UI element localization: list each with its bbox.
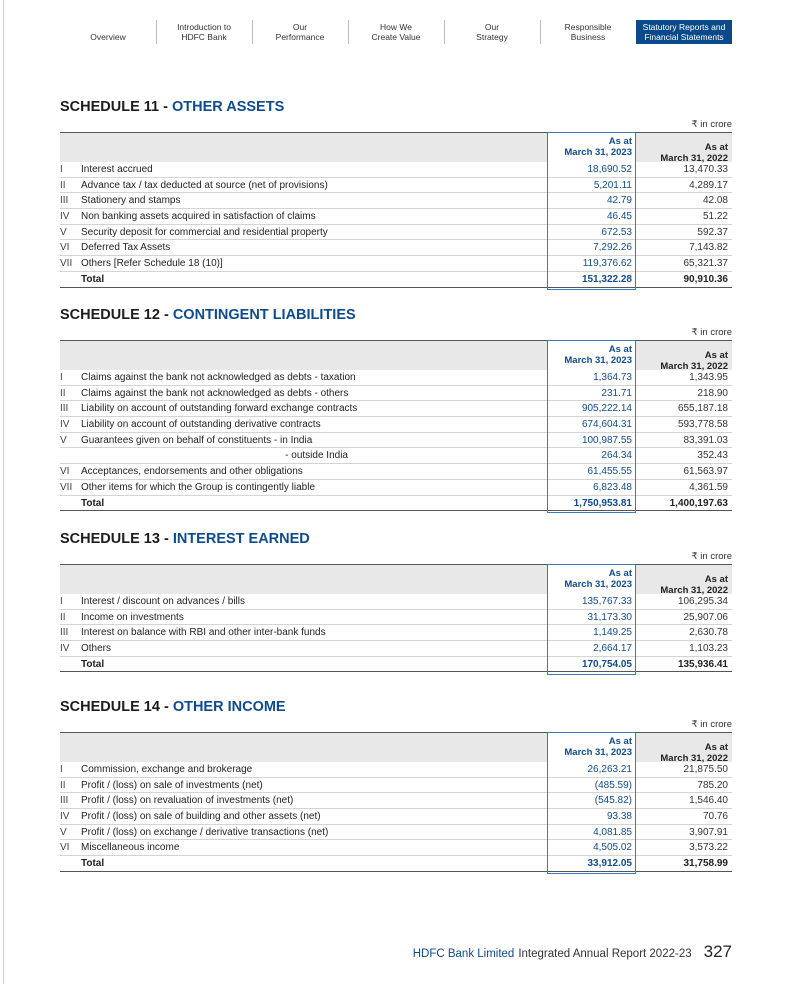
row-number: III <box>60 627 69 639</box>
total-row <box>60 657 732 673</box>
table-header <box>60 132 732 162</box>
row-number: VII <box>60 258 73 270</box>
tab-label: Our Strategy <box>476 22 508 42</box>
value-2022: 21,875.50 <box>683 764 728 775</box>
total-2023: 33,912.05 <box>587 858 632 870</box>
schedule-heading: CONTINGENT LIABILITIES <box>172 307 356 323</box>
row-number: I <box>60 596 63 607</box>
table-row <box>60 480 732 496</box>
total-label: Total <box>81 273 105 285</box>
schedule-section <box>60 698 732 872</box>
schedule-heading: INTEREST EARNED <box>172 531 310 547</box>
tab-overview[interactable] <box>60 20 156 44</box>
value-2023: 135,767.33 <box>581 596 632 607</box>
column-header-2023 <box>547 341 636 371</box>
value-2022: 70.76 <box>702 811 728 823</box>
table-row <box>60 256 732 272</box>
row-label: Deferred Tax Assets <box>81 242 171 254</box>
total-2023: 1,750,953.81 <box>573 497 632 509</box>
header-date: March 31, 2022 <box>660 753 728 764</box>
schedule-section <box>60 98 732 288</box>
value-2022: 592.37 <box>697 226 728 238</box>
value-2023: 5,201.11 <box>593 179 632 191</box>
value-2022: 51.22 <box>702 211 728 223</box>
row-number: IV <box>60 211 70 223</box>
table-row <box>60 178 732 194</box>
row-label: Guarantees given on behalf of constituents - in India <box>81 434 313 446</box>
row-label: Claims against the bank not acknowledged as debts - taxation <box>81 372 356 383</box>
tab-label: Responsible Business <box>564 22 612 42</box>
header-as-at: As at <box>608 344 632 355</box>
schedule-title <box>60 698 732 716</box>
table-row <box>60 162 732 178</box>
value-2023: 4,505.02 <box>593 842 632 854</box>
value-2023: 26,263.21 <box>587 764 632 775</box>
total-label: Total <box>81 858 105 870</box>
row-label: Income on investments <box>81 611 184 623</box>
value-2022: 4,289.17 <box>689 179 728 191</box>
tab-strategy[interactable] <box>444 20 540 44</box>
table-row <box>60 809 732 825</box>
value-2023: 2,664.17 <box>593 643 632 655</box>
section-nav <box>60 20 732 44</box>
column-header-2023 <box>547 133 636 163</box>
row-label: Interest on balance with RBI and other inter-bank funds <box>81 627 326 639</box>
table-row <box>60 386 732 402</box>
row-number: III <box>60 403 69 415</box>
header-date: March 31, 2022 <box>660 585 728 596</box>
value-2023: 7,292.26 <box>593 242 632 254</box>
header-date: March 31, 2022 <box>660 361 728 372</box>
row-label: Other items for which the Group is contingently liable <box>81 481 315 493</box>
value-2022: 655,187.18 <box>677 403 728 415</box>
header-as-at: As at <box>608 136 632 147</box>
row-number: V <box>60 226 67 238</box>
column-header-2022 <box>640 733 732 763</box>
row-label: Others [Refer Schedule 18 (10)] <box>81 258 223 270</box>
value-2022: 106,295.34 <box>677 596 728 607</box>
row-number: VI <box>60 842 70 854</box>
row-label: Interest / discount on advances / bills <box>81 596 245 607</box>
tab-create-value[interactable] <box>348 20 444 44</box>
value-2022: 83,391.03 <box>683 434 728 446</box>
footer-report-title: Integrated Annual Report 2022-23 <box>518 948 692 960</box>
schedule-title <box>60 530 732 548</box>
schedule-heading: OTHER ASSETS <box>172 99 285 115</box>
row-number: V <box>60 434 67 446</box>
table-row <box>60 448 732 464</box>
header-as-at: As at <box>704 742 728 753</box>
row-number: IV <box>60 419 70 431</box>
schedule-section <box>60 306 732 511</box>
column-header-2023 <box>547 733 636 763</box>
row-number: II <box>60 779 66 791</box>
value-2022: 3,907.91 <box>689 826 728 838</box>
schedule-table <box>60 340 732 511</box>
table-row <box>60 225 732 241</box>
total-2022: 31,758.99 <box>683 858 728 870</box>
row-number: V <box>60 826 67 838</box>
header-as-at: As at <box>608 736 632 747</box>
row-number: III <box>60 195 69 207</box>
schedule-table <box>60 132 732 288</box>
row-number: III <box>60 795 69 807</box>
table-header <box>60 732 732 762</box>
table-row <box>60 417 732 433</box>
table-row <box>60 464 732 480</box>
unit-label: ₹ in crore <box>691 551 732 562</box>
value-2023: 31,173.30 <box>587 611 632 623</box>
row-number: II <box>60 611 66 623</box>
table-row <box>60 825 732 841</box>
header-as-at: As at <box>704 350 728 361</box>
header-as-at: As at <box>704 574 728 585</box>
header-date: March 31, 2023 <box>564 747 632 758</box>
row-number: I <box>60 764 63 775</box>
total-2022: 135,936.41 <box>677 658 728 670</box>
table-row <box>60 401 732 417</box>
value-2022: 785.20 <box>697 779 728 791</box>
tab-introduction[interactable] <box>156 20 252 44</box>
total-2022: 1,400,197.63 <box>669 497 728 509</box>
value-2022: 3,573.22 <box>689 842 728 854</box>
header-date: March 31, 2023 <box>564 355 632 366</box>
row-label: Liability on account of outstanding forward exchange contracts <box>81 403 358 415</box>
value-2022: 61,563.97 <box>683 466 728 478</box>
tab-performance[interactable] <box>252 20 348 44</box>
footer-brand: HDFC Bank Limited <box>412 948 515 960</box>
total-label: Total <box>81 497 105 509</box>
table-header <box>60 340 732 370</box>
value-2023: 264.34 <box>601 450 632 462</box>
value-2023: (485.59) <box>594 779 632 791</box>
table-row <box>60 594 732 610</box>
column-header-2022 <box>640 341 732 371</box>
schedule-title <box>60 306 732 324</box>
row-number: VII <box>60 481 73 493</box>
header-as-at: As at <box>608 568 632 579</box>
table-row <box>60 778 732 794</box>
schedule-number: SCHEDULE 11 - <box>60 99 172 115</box>
table-row <box>60 762 732 778</box>
tab-label: How We Create Value <box>371 22 421 42</box>
table-row <box>60 193 732 209</box>
table-header <box>60 564 732 594</box>
column-header-2022 <box>640 133 732 163</box>
row-label: Profit / (loss) on sale of building and other assets (net) <box>81 811 321 823</box>
page-number: 327 <box>703 942 732 961</box>
total-row <box>60 496 732 512</box>
value-2022: 4,361.59 <box>689 481 728 493</box>
value-2022: 2,630.78 <box>689 627 728 639</box>
row-number: I <box>60 164 63 175</box>
schedule-table <box>60 732 732 872</box>
row-label: Miscellaneous income <box>81 842 180 854</box>
tab-label: Statutory Reports and Financial Statements <box>642 22 726 42</box>
value-2023: 100,987.55 <box>581 434 632 446</box>
unit-label: ₹ in crore <box>691 327 732 338</box>
value-2023: 46.45 <box>606 211 632 223</box>
value-2023: (545.82) <box>594 795 632 807</box>
tab-statutory-reports[interactable] <box>636 20 732 44</box>
schedule-heading: OTHER INCOME <box>172 699 286 715</box>
total-2022: 90,910.36 <box>683 273 728 285</box>
value-2023: 42.79 <box>606 195 632 207</box>
row-label: Profit / (loss) on sale of investments (net) <box>81 779 263 791</box>
total-label: Total <box>81 658 105 670</box>
row-label: - outside India <box>285 450 348 462</box>
value-2022: 218.90 <box>697 387 728 399</box>
row-label: Non banking assets acquired in satisfaction of claims <box>81 211 316 223</box>
row-number: IV <box>60 811 70 823</box>
value-2023: 1,149.25 <box>593 627 632 639</box>
value-2022: 65,321.37 <box>683 258 728 270</box>
table-row <box>60 610 732 626</box>
row-number: VI <box>60 242 70 254</box>
table-row <box>60 840 732 856</box>
value-2023: 674,604.31 <box>581 419 632 431</box>
value-2023: 4,081.85 <box>593 826 632 838</box>
row-label: Profit / (loss) on revaluation of investments (net) <box>81 795 294 807</box>
value-2022: 25,907.06 <box>683 611 728 623</box>
table-row <box>60 209 732 225</box>
value-2022: 593,778.58 <box>677 419 728 431</box>
row-label: Security deposit for commercial and residential property <box>81 226 328 238</box>
schedule-table <box>60 564 732 672</box>
table-row <box>60 793 732 809</box>
tab-label: Overview <box>90 32 126 42</box>
value-2023: 672.53 <box>601 226 632 238</box>
row-number: I <box>60 372 63 383</box>
total-2023: 151,322.28 <box>581 273 632 285</box>
value-2022: 1,103.23 <box>689 643 728 655</box>
unit-label: ₹ in crore <box>691 719 732 730</box>
value-2023: 231.71 <box>601 387 632 399</box>
total-row <box>60 856 732 872</box>
row-label: Others <box>81 643 112 655</box>
table-row <box>60 240 732 256</box>
total-2023: 170,754.05 <box>581 658 632 670</box>
row-label: Stationery and stamps <box>81 195 181 207</box>
value-2022: 352.43 <box>697 450 728 462</box>
total-row <box>60 272 732 288</box>
value-2022: 7,143.82 <box>689 242 728 254</box>
row-label: Interest accrued <box>81 164 153 175</box>
tab-responsible-business[interactable] <box>540 20 636 44</box>
row-label: Commission, exchange and brokerage <box>81 764 253 775</box>
table-row <box>60 433 732 449</box>
table-row <box>60 370 732 386</box>
header-date: March 31, 2023 <box>564 147 632 158</box>
value-2023: 18,690.52 <box>587 164 632 175</box>
header-date: March 31, 2022 <box>660 153 728 164</box>
tab-label: Our Performance <box>275 22 325 42</box>
row-label: Liability on account of outstanding derivative contracts <box>81 419 321 431</box>
schedule-number: SCHEDULE 14 - <box>60 699 173 715</box>
value-2023: 6,823.48 <box>593 481 632 493</box>
row-number: II <box>60 387 66 399</box>
value-2022: 1,343.95 <box>689 372 728 383</box>
value-2022: 42.08 <box>702 195 728 207</box>
page-footer <box>413 942 732 962</box>
value-2023: 61,455.55 <box>587 466 632 478</box>
table-row <box>60 625 732 641</box>
row-label: Advance tax / tax deducted at source (net of provisions) <box>81 179 328 191</box>
row-label: Claims against the bank not acknowledged as debts - others <box>81 387 349 399</box>
schedule-section <box>60 530 732 672</box>
value-2023: 1,364.73 <box>593 372 632 383</box>
schedule-number: SCHEDULE 12 - <box>60 307 173 323</box>
tab-label: Introduction to HDFC Bank <box>177 22 231 42</box>
unit-label: ₹ in crore <box>691 119 732 130</box>
column-header-2022 <box>640 565 732 595</box>
row-label: Acceptances, endorsements and other obligations <box>81 466 303 478</box>
table-row <box>60 641 732 657</box>
row-number: II <box>60 179 66 191</box>
value-2023: 119,376.62 <box>582 258 632 270</box>
header-as-at: As at <box>704 142 728 153</box>
value-2023: 905,222.14 <box>581 403 632 415</box>
value-2022: 13,470.33 <box>683 164 728 175</box>
schedule-number: SCHEDULE 13 - <box>60 531 173 547</box>
schedule-title <box>60 98 732 116</box>
page-edge-rule <box>3 0 4 984</box>
row-number: VI <box>60 466 70 478</box>
value-2023: 93.38 <box>606 811 632 823</box>
header-date: March 31, 2023 <box>564 579 632 590</box>
row-number: IV <box>60 643 70 655</box>
value-2022: 1,546.40 <box>689 795 728 807</box>
row-label: Profit / (loss) on exchange / derivative transactions (net) <box>81 826 329 838</box>
column-header-2023 <box>547 565 636 595</box>
